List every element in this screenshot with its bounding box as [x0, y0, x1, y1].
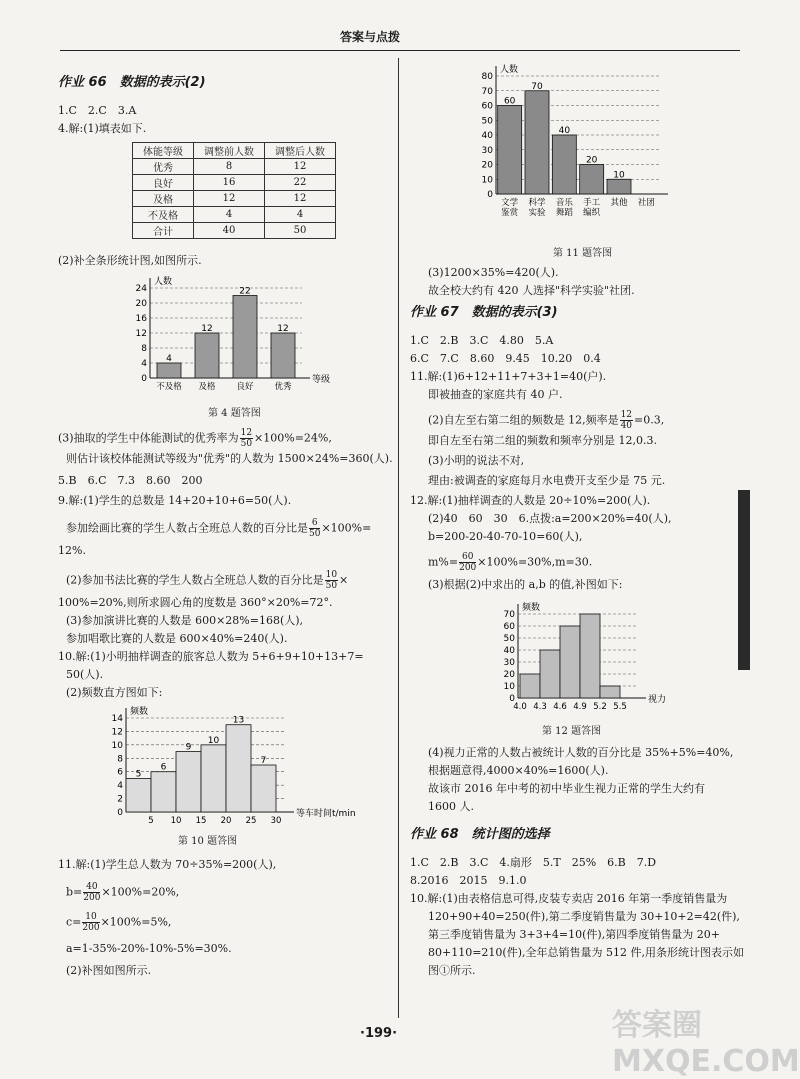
y-tick-label: 0	[141, 374, 147, 384]
answer-line	[428, 410, 664, 431]
data-label: 10	[613, 170, 625, 181]
text: m%=	[428, 555, 459, 569]
figure-caption: 第 4 题答图	[208, 408, 261, 419]
denominator: 200	[83, 893, 101, 903]
data-label: 13	[232, 715, 245, 726]
y-axis-label: 人数	[154, 277, 173, 287]
bar	[157, 363, 181, 378]
section-title-67: 作业 67 数据的表示(3)	[410, 305, 558, 320]
numerator: 12	[620, 410, 633, 420]
y-tick-label: 30	[481, 145, 493, 156]
y-tick-label: 4	[141, 359, 147, 369]
table-cell: 16	[194, 175, 265, 191]
x-axis-label: 视力	[648, 695, 667, 705]
answer-line: 50(人).	[66, 668, 104, 681]
y-axis-label: 频数	[130, 707, 149, 717]
section-title-66: 作业 66 数据的表示(2)	[58, 75, 206, 90]
x-tick-label: 4.6	[553, 702, 567, 712]
x-tick-label: 文学	[501, 198, 519, 208]
histogram-q12	[498, 600, 668, 718]
answer-line: (3)根据(2)中求出的 a,b 的值,补图如下:	[428, 578, 623, 591]
bar	[201, 745, 226, 812]
answer-line: 图①所示.	[428, 964, 476, 977]
numerator: 60	[459, 552, 476, 563]
y-tick-label: 50	[481, 116, 493, 127]
answer-line: (2)频数直方图如下:	[66, 686, 163, 699]
answer-line: 5.B 6.C 7.3 8.60 200	[58, 474, 203, 487]
denominator: 200	[82, 923, 100, 933]
y-tick-label: 60	[481, 101, 493, 112]
numerator: 6	[309, 518, 320, 529]
fraction	[325, 570, 338, 591]
x-tick-label: 良好	[236, 382, 254, 392]
answer-line: (2)补全条形统计图,如图所示.	[58, 254, 202, 267]
numerator: 10	[82, 912, 99, 923]
x-tick-label: 科学	[528, 198, 546, 208]
x-tick-label: 社团	[637, 198, 655, 208]
edge-tab	[738, 490, 750, 670]
text: ×100%=30%,m=30.	[477, 555, 593, 569]
table-header: 体能等级	[133, 143, 194, 159]
y-tick-label: 30	[503, 658, 515, 668]
fraction	[459, 552, 476, 573]
bar	[540, 650, 560, 698]
bar	[126, 778, 151, 812]
numerator: 40	[83, 882, 100, 893]
numerator: 10	[325, 570, 338, 580]
answer-line: 即被抽查的家庭共有 40 户.	[428, 388, 563, 401]
x-tick-label: 编织	[583, 208, 601, 218]
table-cell: 合计	[133, 223, 194, 239]
data-table	[132, 142, 336, 239]
table-cell: 4	[265, 207, 336, 223]
bar	[525, 91, 549, 194]
answer-line: (2)40 60 30 6.点拨:a=200×20%=40(人),	[428, 512, 672, 525]
answer-line: 4.解:(1)填表如下.	[58, 122, 147, 135]
answer-line: b=200-20-40-70-10=60(人),	[428, 530, 583, 543]
y-tick-label: 0	[487, 190, 493, 200]
y-tick-label: 10	[503, 682, 515, 692]
bar	[600, 686, 620, 698]
bar	[560, 626, 580, 698]
table-cell: 及格	[133, 191, 194, 207]
data-label: 4	[166, 354, 172, 364]
bar	[233, 296, 257, 379]
text: (2)参加书法比赛的学生人数占全班总人数的百分比是	[66, 573, 324, 587]
y-tick-label: 20	[135, 299, 147, 309]
numerator: 12	[240, 428, 253, 438]
denominator: 200	[459, 563, 477, 573]
answer-line	[66, 912, 171, 933]
y-tick-label: 12	[111, 727, 123, 738]
bar-chart-q11	[470, 62, 700, 242]
x-tick-label: 舞蹈	[555, 208, 573, 218]
x-tick-label: 不及格	[156, 382, 182, 392]
answer-line	[58, 428, 332, 449]
figure-caption: 第 12 题答图	[542, 726, 602, 737]
table-row	[133, 207, 336, 223]
answer-line: 1.C 2.B 3.C 4.80 5.A	[410, 334, 554, 347]
denominator: 50	[325, 581, 338, 591]
bar	[176, 752, 201, 812]
answer-line	[66, 882, 179, 903]
text: =0.3,	[634, 413, 665, 427]
y-tick-label: 10	[481, 175, 493, 186]
table-header-row	[133, 143, 336, 159]
table-cell: 12	[194, 191, 265, 207]
y-tick-label: 12	[135, 329, 147, 339]
data-label: 60	[503, 96, 516, 107]
x-tick-label: 优秀	[274, 382, 292, 392]
y-tick-label: 10	[111, 740, 123, 751]
fraction	[309, 518, 320, 539]
y-tick-label: 80	[481, 72, 493, 82]
table-cell: 不及格	[133, 207, 194, 223]
answer-line: 100%=20%,则所求圆心角的度数是 360°×20%=72°.	[58, 596, 333, 609]
answer-line: 9.解:(1)学生的总数是 14+20+10+6=50(人).	[58, 494, 292, 507]
answer-line: 1.C 2.C 3.A	[58, 104, 137, 117]
y-tick-label: 4	[117, 781, 123, 792]
page-header: 答案与点拨	[339, 30, 400, 44]
text: ×100%=24%,	[254, 431, 332, 445]
answer-line: 6.C 7.C 8.60 9.45 10.20 0.4	[410, 352, 601, 365]
table-cell: 12	[265, 159, 336, 175]
fraction	[240, 428, 253, 449]
figure-caption: 第 11 题答图	[553, 248, 613, 259]
answer-line: a=1-35%-20%-10%-5%=30%.	[66, 942, 232, 955]
fraction	[82, 912, 99, 933]
answer-line: 80+110=210(件),全年总销售量为 512 件,用条形统计图表示如	[428, 946, 744, 959]
x-tick-label: 音乐	[555, 198, 573, 208]
bar	[251, 765, 276, 812]
x-tick-label: 10	[170, 816, 182, 826]
text: ×100%=20%,	[101, 885, 180, 899]
y-axis-label: 频数	[522, 603, 541, 613]
denominator: 50	[240, 439, 253, 449]
y-tick-label: 16	[135, 314, 147, 324]
table-header: 调整后人数	[265, 143, 336, 159]
table-header: 调整前人数	[194, 143, 265, 159]
denominator: 50	[309, 529, 321, 539]
answer-line: 故全校大约有 420 人选择"科学实验"社团.	[428, 284, 635, 297]
answer-line: 理由:被调查的家庭每月水电费开支至少是 75 元.	[428, 474, 666, 487]
table-cell: 12	[265, 191, 336, 207]
text: ×100%=	[321, 521, 372, 535]
x-tick-label: 5.5	[613, 702, 627, 712]
data-label: 20	[585, 155, 598, 166]
bar	[520, 674, 540, 698]
data-label: 9	[185, 742, 192, 753]
y-tick-label: 50	[503, 634, 515, 644]
table-row	[133, 159, 336, 175]
answer-line: 故该市 2016 年中考的初中毕业生视力正常的学生大约有	[428, 782, 705, 795]
x-tick-label: 鉴赏	[501, 208, 519, 218]
x-tick-label: 4.9	[573, 702, 587, 712]
x-tick-label: 4.3	[533, 702, 547, 712]
answer-line: (3)参加演讲比赛的人数是 600×28%=168(人),	[66, 614, 304, 627]
fraction	[83, 882, 100, 903]
answer-line: 11.解:(1)学生总人数为 70÷35%=200(人),	[58, 858, 277, 871]
text: b=	[66, 885, 83, 899]
table-cell: 良好	[133, 175, 194, 191]
x-tick-label: 实验	[528, 208, 546, 218]
x-tick-label: 15	[195, 816, 207, 826]
table-row	[133, 223, 336, 239]
page-number: ·199·	[360, 1026, 398, 1041]
table-cell: 8	[194, 159, 265, 175]
text: c=	[66, 915, 82, 929]
answer-line: 11.解:(1)6+12+11+7+3+1=40(户).	[410, 370, 607, 383]
answer-line: 1.C 2.B 3.C 4.扇形 5.T 25% 6.B 7.D	[410, 856, 657, 869]
table-row	[133, 191, 336, 207]
figure-caption: 第 10 题答图	[178, 836, 238, 847]
bar	[271, 333, 295, 378]
y-axis-label: 人数	[500, 65, 519, 75]
answer-line: 10.解:(1)由表格信息可得,皮装专卖店 2016 年第一季度销售量为	[410, 892, 728, 905]
answer-line: (3)1200×35%=420(人).	[428, 266, 559, 279]
answer-line: 12.解:(1)抽样调查的人数是 20÷10%=200(人).	[410, 494, 651, 507]
table-cell: 4	[194, 207, 265, 223]
data-label: 7	[260, 756, 267, 766]
header-rule	[60, 50, 740, 51]
y-tick-label: 60	[503, 622, 515, 632]
y-tick-label: 20	[481, 160, 493, 171]
data-label: 6	[160, 762, 167, 773]
data-label: 10	[207, 735, 220, 746]
answer-line: (4)视力正常的人数占被统计人数的百分比是 35%+5%=40%,	[428, 746, 734, 759]
bar	[607, 179, 631, 194]
x-tick-label: 手工	[583, 198, 601, 208]
answer-line: 8.2016 2015 9.1.0	[410, 874, 527, 887]
data-label: 5	[135, 769, 142, 780]
y-tick-label: 40	[481, 131, 493, 141]
bar	[552, 135, 576, 194]
bar	[498, 106, 522, 195]
answer-line	[66, 518, 371, 539]
x-tick-label: 4.0	[513, 702, 527, 712]
y-tick-label: 6	[117, 767, 123, 778]
y-tick-label: 0	[509, 694, 515, 704]
data-label: 12	[277, 324, 289, 334]
data-label: 12	[201, 324, 213, 334]
data-label: 70	[531, 81, 543, 92]
answer-line: (3)小明的说法不对,	[428, 454, 525, 467]
y-tick-label: 70	[503, 610, 515, 620]
text: (2)自左至右第二组的频数是 12,频率是	[428, 413, 619, 427]
answer-line: 12%.	[58, 544, 86, 557]
x-tick-label: 5.2	[593, 702, 607, 712]
bar	[195, 333, 219, 378]
text: (3)抽取的学生中体能测试的优秀率为	[58, 431, 239, 445]
text: ×	[339, 573, 349, 587]
denominator: 40	[620, 421, 633, 431]
x-axis-label: 等车时间t/min	[296, 809, 356, 819]
section-title-68: 作业 68 统计图的选择	[410, 827, 550, 842]
x-tick-label: 5	[148, 816, 154, 826]
data-label: 40	[558, 126, 571, 136]
text: ×100%=5%,	[100, 915, 172, 929]
answer-line	[428, 552, 592, 573]
bar	[226, 725, 251, 812]
table-row	[133, 175, 336, 191]
x-axis-label: 等级	[312, 375, 331, 385]
y-tick-label: 20	[503, 670, 515, 680]
y-tick-label: 24	[135, 284, 147, 294]
y-tick-label: 40	[503, 646, 515, 656]
y-tick-label: 8	[117, 754, 123, 765]
answer-line: 参加唱歌比赛的人数是 600×40%=240(人).	[66, 632, 288, 645]
answer-line: 10.解:(1)小明抽样调查的旅客总人数为 5+6+9+10+13+7=	[58, 650, 364, 663]
y-tick-label: 0	[117, 808, 123, 818]
y-tick-label: 2	[117, 794, 123, 805]
bar	[580, 614, 600, 698]
bar-chart-q4	[120, 274, 340, 398]
table-cell: 优秀	[133, 159, 194, 175]
column-divider	[398, 58, 399, 1018]
y-tick-label: 8	[141, 344, 147, 354]
bar	[151, 772, 176, 812]
bar	[580, 165, 604, 195]
answer-line: 120+90+40=250(件),第二季度销售量为 30+10+2=42(件),	[428, 910, 740, 923]
answer-line: 根据题意得,4000×40%=1600(人).	[428, 764, 609, 777]
x-tick-label: 25	[245, 816, 257, 826]
x-tick-label: 30	[270, 816, 282, 826]
table-cell: 50	[265, 223, 336, 239]
y-tick-label: 14	[111, 714, 123, 724]
answer-line: 则估计该校体能测试等级为"优秀"的人数为 1500×24%=360(人).	[66, 452, 393, 465]
x-tick-label: 20	[220, 816, 232, 826]
answer-line	[66, 570, 348, 591]
answer-line: 即自左至右第二组的频数和频率分别是 12,0.3.	[428, 434, 657, 447]
text: 参加绘画比赛的学生人数占全班总人数的百分比是	[66, 521, 308, 535]
answer-line: (2)补图如图所示.	[66, 964, 152, 977]
x-tick-label: 及格	[198, 382, 216, 392]
watermark-logo: 答案圈 MXQE.COM	[612, 1008, 800, 1079]
answer-line: 1600 人.	[428, 800, 474, 813]
histogram-q10	[100, 704, 356, 830]
table-cell: 22	[265, 175, 336, 191]
table-cell: 40	[194, 223, 265, 239]
x-tick-label: 其他	[610, 198, 628, 208]
y-tick-label: 70	[481, 86, 493, 97]
fraction	[620, 410, 633, 431]
data-label: 22	[239, 286, 251, 297]
answer-line: 第三季度销售量为 3+3+4=10(件),第四季度销售量为 20+	[428, 928, 720, 941]
